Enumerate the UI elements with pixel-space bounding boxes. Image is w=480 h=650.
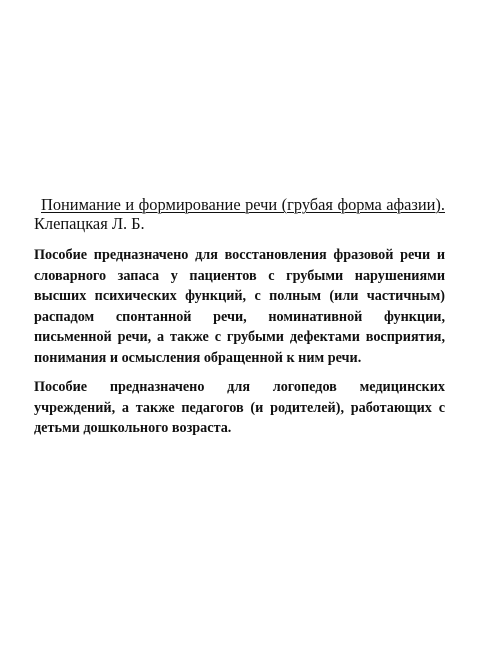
document-content xyxy=(34,195,445,448)
document-title xyxy=(34,195,445,233)
book-title: Понимание и формирование речи (грубая форма афазии). xyxy=(41,195,445,214)
book-author: Клепацкая Л. Б. xyxy=(34,214,145,233)
description-paragraph-1: Пособие предназначено для восстановления фразовой речи и словарного запаса у пациентов с грубыми нарушениями высших психических функций, с полным (или частичным) распадом спонтанной речи, номинативной функции, письменной речи, а также с грубыми дефектами восприятия, понимания и осмысления обращенной к ним речи. xyxy=(34,247,445,366)
description-paragraph-2: Пособие предназначено для логопедов медицинских учреждений, а также педагогов (и родителей), работающих с детьми дошкольного возраста. xyxy=(34,379,445,436)
